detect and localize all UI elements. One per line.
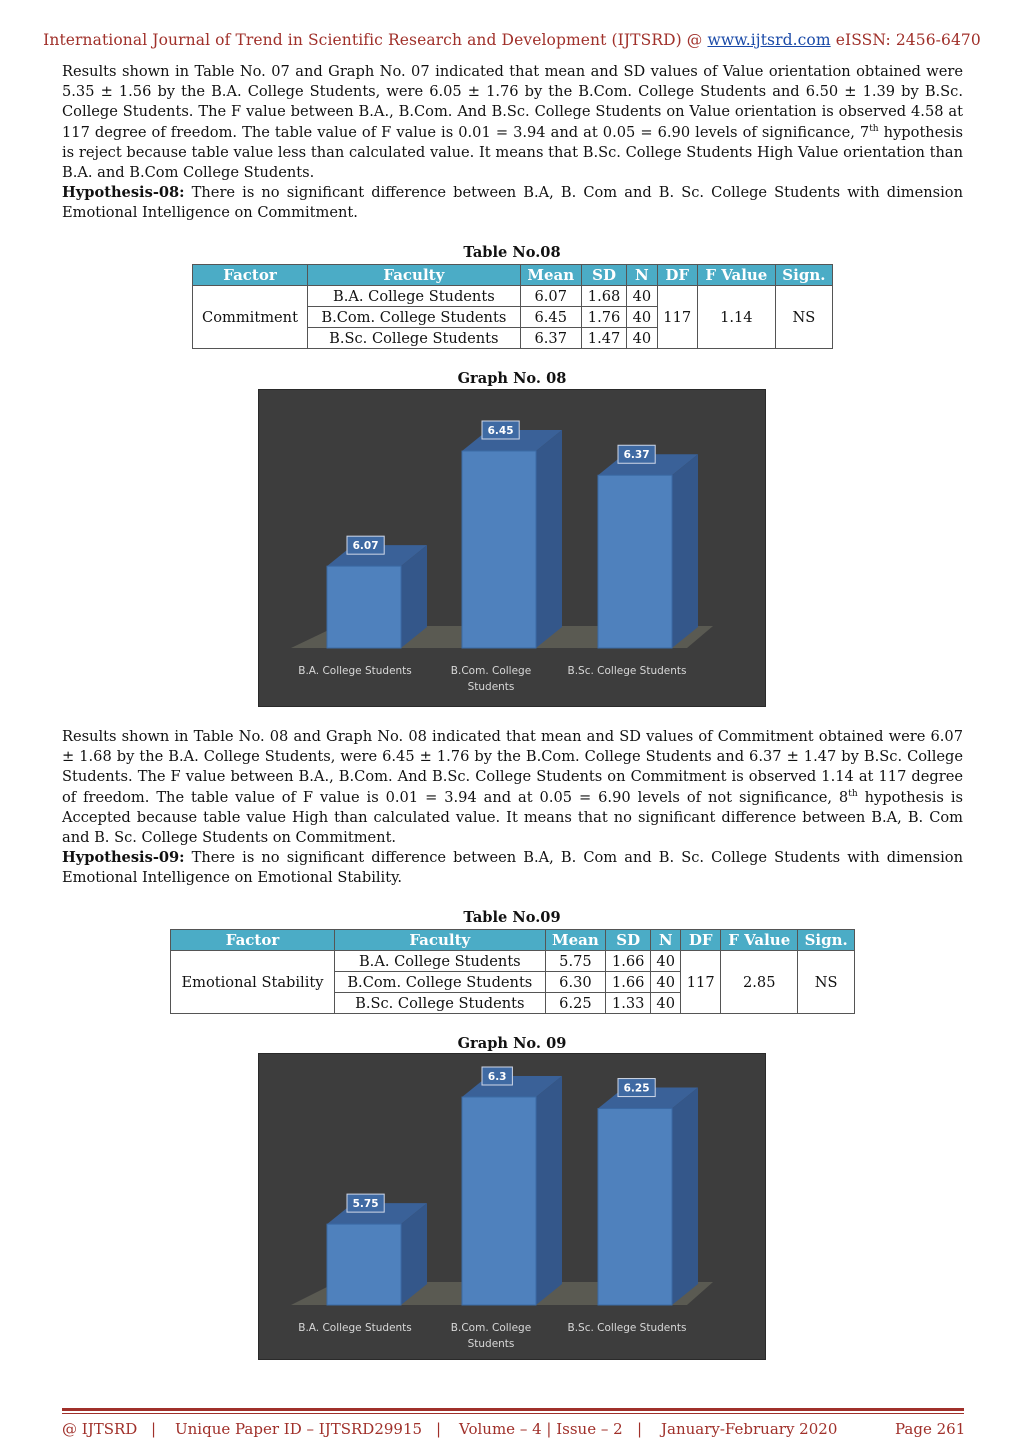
df-cell: 117: [681, 951, 721, 1014]
faculty-cell: B.Com. College Students: [335, 972, 546, 993]
table-header-row: [193, 265, 833, 286]
col-df: DF: [657, 265, 697, 286]
value-label: 6.37: [623, 449, 650, 462]
footer-sep: |: [151, 1420, 157, 1438]
faculty-cell: B.Com. College Students: [308, 307, 521, 328]
mean-cell: 6.37: [520, 328, 581, 349]
bar-3: [598, 1088, 698, 1305]
bar-2: [462, 1076, 562, 1305]
faculty-cell: B.Sc. College Students: [308, 328, 521, 349]
footer-volume: Volume – 4 | Issue – 2: [459, 1420, 623, 1438]
hypothesis-08: [62, 183, 963, 223]
mean-cell: 5.75: [545, 951, 606, 972]
table-09-caption: Table No.09: [463, 909, 561, 926]
faculty-cell: B.Sc. College Students: [335, 993, 546, 1014]
bar-side: [672, 1088, 698, 1305]
footer-paper-id: Unique Paper ID – IJTSRD29915: [175, 1420, 423, 1438]
col-sign: Sign.: [798, 930, 855, 951]
header-prefix: International Journal of Trend in Scientific Research and Development (IJTSRD) @: [43, 31, 708, 49]
journal-link[interactable]: www.ijtsrd.com: [707, 31, 831, 49]
category-label: B.Com. College Students: [450, 1322, 532, 1350]
n-cell: 40: [651, 972, 681, 993]
col-faculty: Faculty: [308, 265, 521, 286]
value-label: 6.3: [487, 1071, 507, 1083]
hypothesis-09-label: Hypothesis-09:: [62, 849, 185, 866]
sd-cell: 1.33: [606, 993, 651, 1014]
graph-08-caption: Graph No. 08: [457, 370, 567, 387]
table-09: [170, 929, 855, 1014]
faculty-cell: B.A. College Students: [308, 286, 521, 307]
sd-cell: 1.66: [606, 972, 651, 993]
bar-front: [327, 566, 401, 648]
footer-date: January-February 2020: [661, 1420, 838, 1438]
journal-header: [0, 31, 1024, 49]
mean-cell: 6.25: [545, 993, 606, 1014]
bar-front: [598, 1109, 672, 1305]
table-row: [171, 951, 855, 972]
results-paragraph-08: [62, 727, 963, 848]
col-df: DF: [681, 930, 721, 951]
col-sd: SD: [606, 930, 651, 951]
table-row: [193, 286, 833, 307]
sign-cell: NS: [775, 286, 832, 349]
value-label: 5.75: [352, 1198, 379, 1211]
para1-sup: th: [869, 123, 879, 134]
col-factor: Factor: [193, 265, 308, 286]
mean-cell: 6.45: [520, 307, 581, 328]
bar-side: [536, 1076, 562, 1305]
col-sd: SD: [581, 265, 626, 286]
category-label: B.Sc. College Students: [567, 1322, 687, 1334]
graph-08: [258, 389, 766, 707]
bar-front: [462, 451, 536, 648]
graph-08-svg: [259, 390, 765, 706]
sd-cell: 1.68: [581, 286, 626, 307]
footer-sep: |: [637, 1420, 643, 1438]
n-cell: 40: [651, 993, 681, 1014]
sd-cell: 1.66: [606, 951, 651, 972]
col-f-value: F Value: [721, 930, 798, 951]
footer-rule: [62, 1408, 964, 1411]
para2-text-b: hypothesis is Accepted because table value High than calculated value. It means that no significant difference between B.A, B. Com and B. Sc. College Students on Commitment.: [62, 788, 963, 847]
para1-text-b: hypothesis is reject because table value less than calculated value. It means that B.Sc. College Students High Value orientation than B.A. and B.Com College Students.: [62, 123, 963, 182]
bar-front: [598, 475, 672, 648]
bar-front: [462, 1097, 536, 1305]
f-value-cell: 1.14: [697, 286, 775, 349]
sign-cell: NS: [798, 951, 855, 1014]
footer-page: Page 261: [895, 1420, 966, 1438]
n-cell: 40: [627, 328, 657, 349]
col-n: N: [627, 265, 657, 286]
graph-09-svg: [259, 1054, 765, 1359]
mean-cell: 6.07: [520, 286, 581, 307]
footer-journal: @ IJTSRD: [62, 1420, 138, 1438]
category-label: B.A. College Students: [298, 665, 412, 677]
category-label: B.Com. College Students: [450, 665, 532, 693]
hypothesis-08-label: Hypothesis-08:: [62, 184, 185, 201]
bar-1: [327, 545, 427, 648]
header-suffix: eISSN: 2456-6470: [830, 31, 981, 49]
bar-side: [672, 454, 698, 648]
n-cell: 40: [651, 951, 681, 972]
bar-2: [462, 430, 562, 648]
col-faculty: Faculty: [335, 930, 546, 951]
faculty-cell: B.A. College Students: [335, 951, 546, 972]
graph-09: [258, 1053, 766, 1360]
para2-sup: th: [848, 788, 858, 799]
table-header-row: [171, 930, 855, 951]
para2-text-a: Results shown in Table No. 08 and Graph No. 08 indicated that mean and SD values of Commitment obtained were 6.07 ± 1.68 by the B.A. College Students, were 6.45 ± 1.76 by the B.Com. College Students and 6.37 ± 1.47 by B.Sc. College Students. The F value between B.A., B.Com. And B.Sc. College Students on Commitment is observed 1.14 at 117 degree of freedom. The table value of F value is 0.01 = 3.94 and at 0.05 = 6.90 levels of not significance, 8: [62, 728, 963, 806]
n-cell: 40: [627, 286, 657, 307]
table-08: [192, 264, 833, 349]
col-f-value: F Value: [697, 265, 775, 286]
para1-text-a: Results shown in Table No. 07 and Graph No. 07 indicated that mean and SD values of Value orientation obtained were 5.35 ± 1.56 by the B.A. College Students, were 6.05 ± 1.76 by the B.Com. College Students and 6.50 ± 1.39 by B.Sc. College Students. The F value between B.A., B.Com. And B.Sc. College Students on Value orientation is observed 4.58 at 117 degree of freedom. The table value of F value is 0.01 = 3.94 and at 0.05 = 6.90 levels of significance, 7: [62, 63, 963, 141]
df-cell: 117: [657, 286, 697, 349]
bar-3: [598, 454, 698, 648]
category-label: B.Sc. College Students: [567, 665, 687, 677]
n-cell: 40: [627, 307, 657, 328]
hypothesis-08-text: There is no significant difference between B.A, B. Com and B. Sc. College Students with dimension Emotional Intelligence on Commitment.: [62, 184, 963, 222]
graph-09-caption: Graph No. 09: [457, 1035, 567, 1052]
table-08-caption: Table No.08: [463, 244, 561, 261]
results-paragraph-07: [62, 62, 963, 183]
value-label: 6.07: [352, 540, 379, 553]
footer-sep: |: [436, 1420, 442, 1438]
col-factor: Factor: [171, 930, 335, 951]
category-label: B.A. College Students: [298, 1322, 412, 1334]
value-label: 6.25: [623, 1082, 650, 1095]
hypothesis-09-text: There is no significant difference between B.A, B. Com and B. Sc. College Students with dimension Emotional Intelligence on Emotional Stability.: [62, 849, 963, 887]
factor-cell: Emotional Stability: [171, 951, 335, 1014]
bar-1: [327, 1203, 427, 1305]
col-sign: Sign.: [775, 265, 832, 286]
col-n: N: [651, 930, 681, 951]
footer-rule-thin: [62, 1413, 964, 1414]
value-label: 6.45: [487, 425, 514, 437]
bar-front: [327, 1224, 401, 1305]
sd-cell: 1.76: [581, 307, 626, 328]
bar-side: [536, 430, 562, 648]
sd-cell: 1.47: [581, 328, 626, 349]
factor-cell: Commitment: [193, 286, 308, 349]
col-mean: Mean: [545, 930, 606, 951]
col-mean: Mean: [520, 265, 581, 286]
f-value-cell: 2.85: [721, 951, 798, 1014]
mean-cell: 6.30: [545, 972, 606, 993]
hypothesis-09: [62, 848, 963, 888]
